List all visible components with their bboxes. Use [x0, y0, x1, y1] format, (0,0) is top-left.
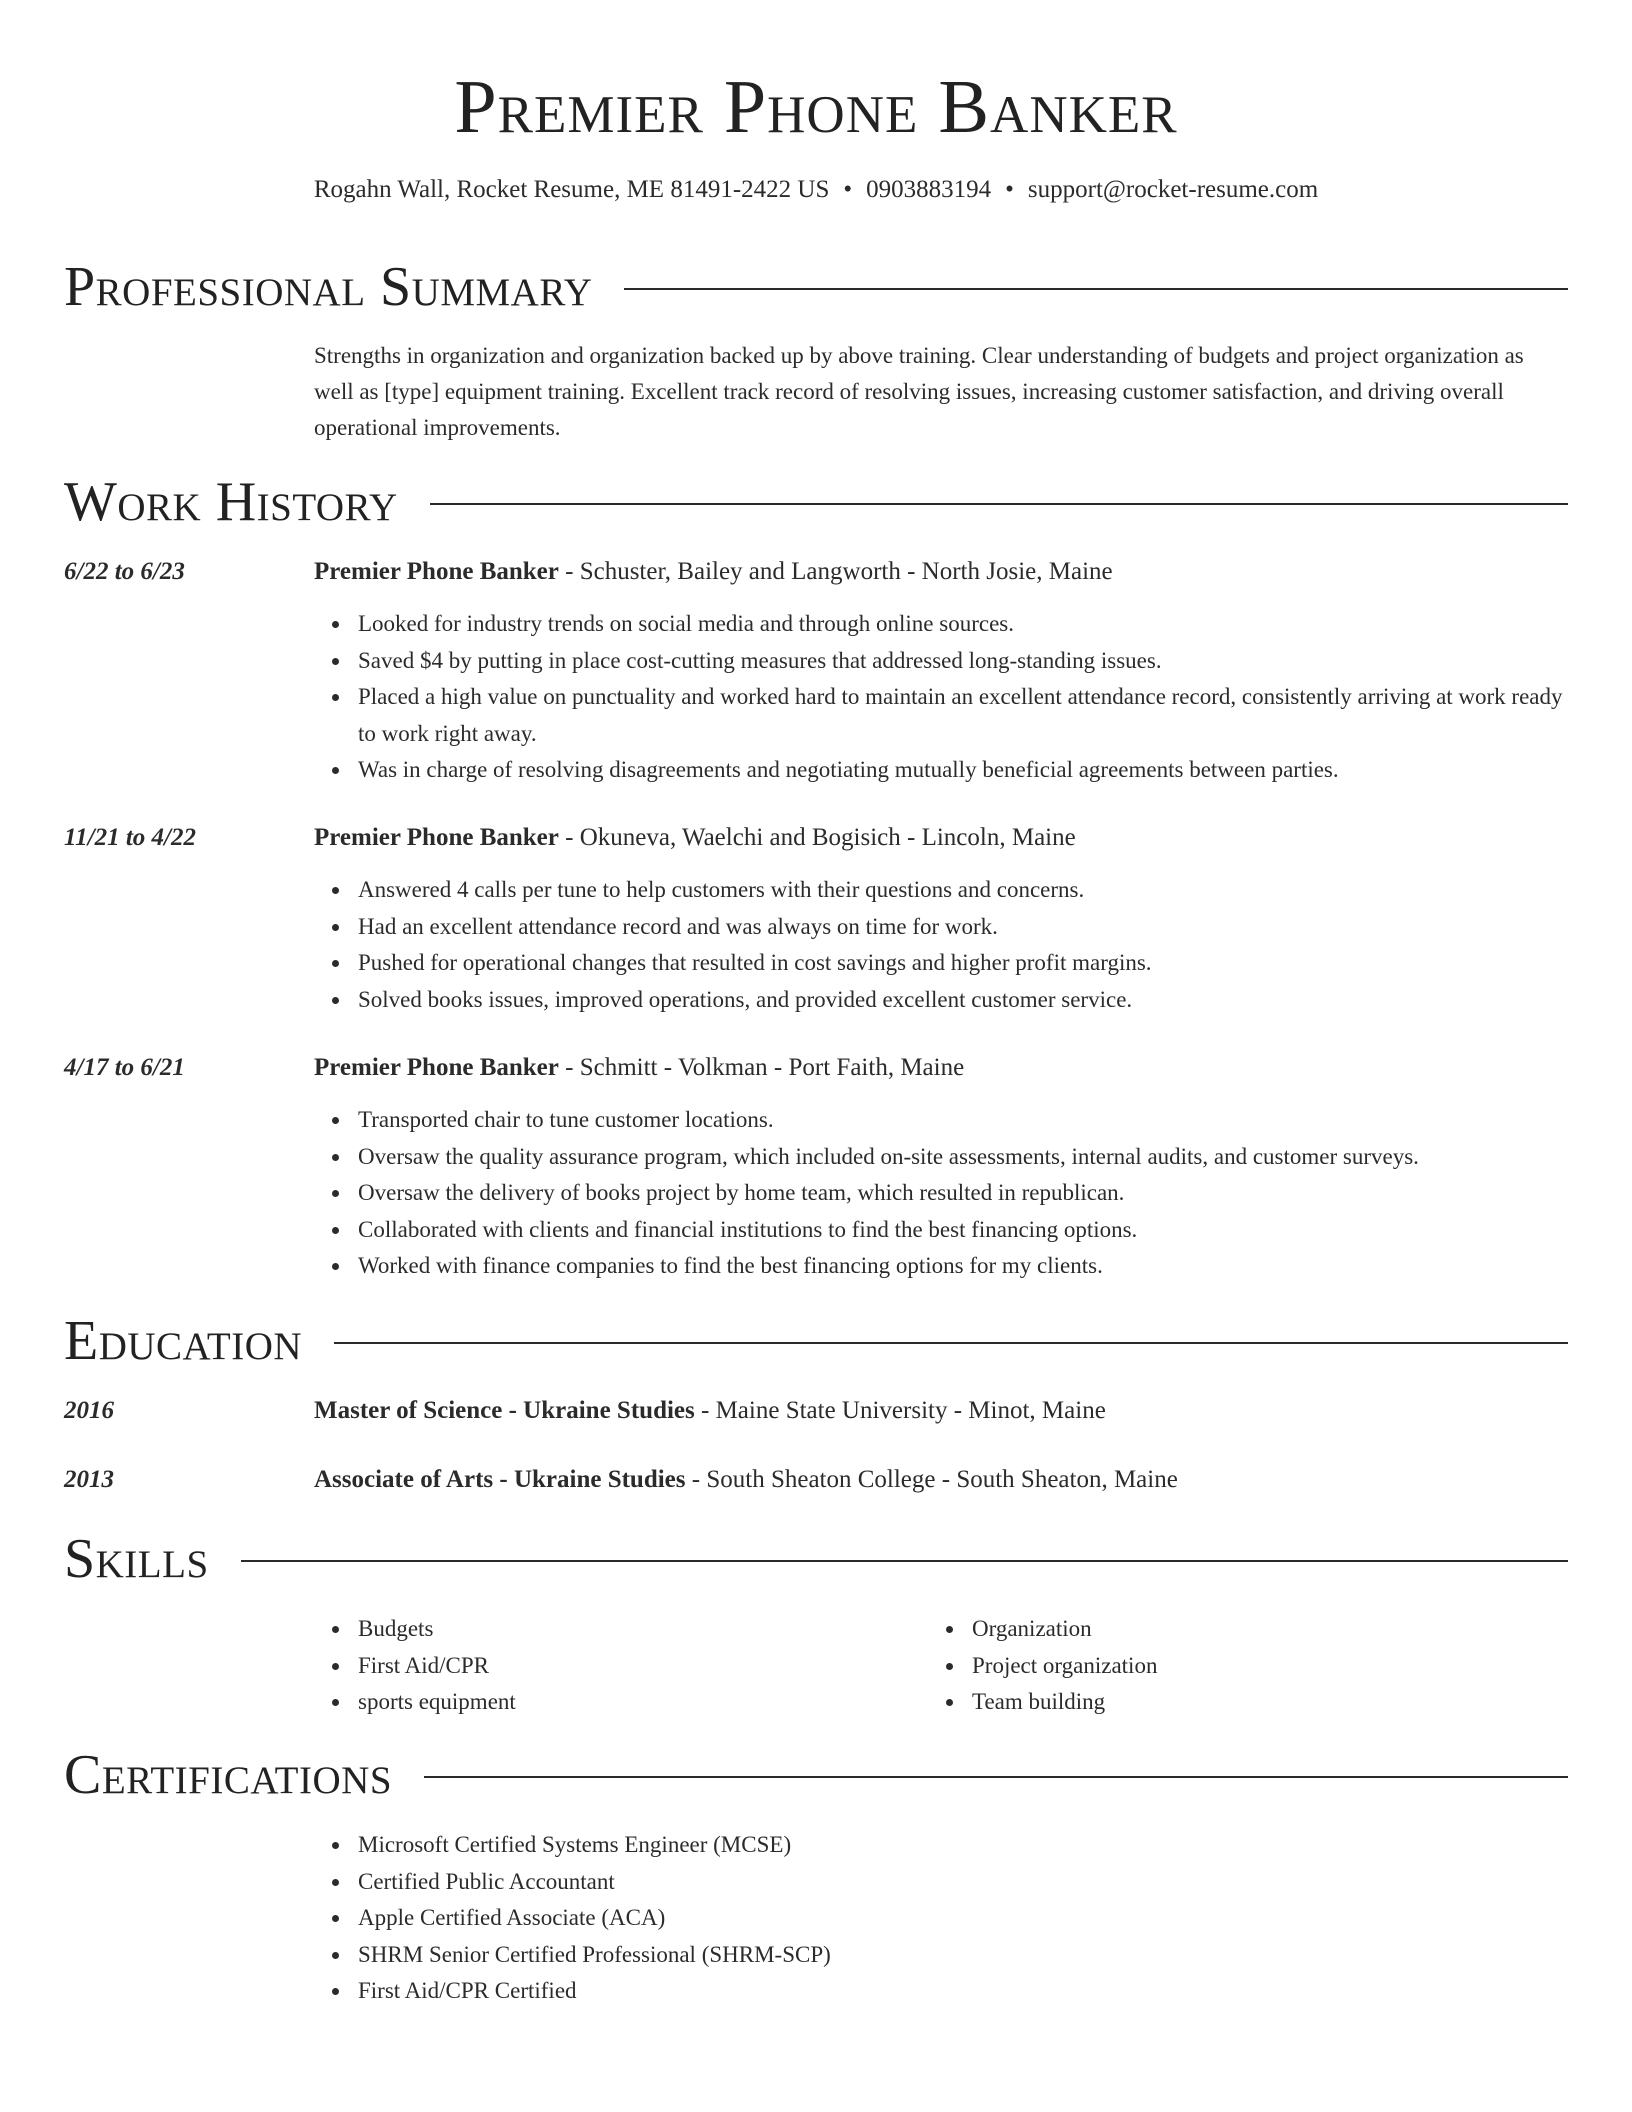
list-item: Project organization — [972, 1648, 1632, 1685]
job-bullets — [314, 872, 1568, 1018]
job-employer: - Okuneva, Waelchi and Bogisich - Lincoln, Maine — [558, 824, 1076, 851]
contact-phone: 0903883194 — [866, 176, 992, 203]
job-title: Premier Phone Banker — [314, 824, 559, 851]
list-item: Placed a high value on punctuality and worked hard to maintain an excellent attendance record, consistently arriving at work ready to work right away. — [358, 679, 1568, 752]
job-employer: - Schuster, Bailey and Langworth - North Josie, Maine — [558, 558, 1113, 585]
contact-separator: • — [1005, 176, 1014, 203]
section-divider — [424, 1776, 1568, 1778]
section-title: Professional Summary — [64, 256, 593, 318]
list-item: First Aid/CPR Certified — [358, 1973, 1568, 2010]
list-item: SHRM Senior Certified Professional (SHRM-SCP) — [358, 1937, 1568, 1974]
summary-text: Strengths in organization and organization backed up by above training. Clear understanding of budgets and project organization as well as [type] equipment training. Excellent track record of resolving issues, increasing customer satisfaction, and driving overall operational improvements. — [314, 343, 1524, 440]
job-employer: - Schmitt - Volkman - Port Faith, Maine — [558, 1054, 965, 1081]
job-heading — [314, 1050, 1568, 1086]
list-item: sports equipment — [358, 1684, 1568, 1721]
list-item: Organization — [972, 1611, 1632, 1648]
list-item: Oversaw the delivery of books project by home team, which resulted in republican. — [358, 1175, 1568, 1212]
job-heading — [314, 554, 1568, 590]
list-item: Transported chair to tune customer locations. — [358, 1102, 1568, 1139]
summary-section-header — [64, 252, 1568, 322]
education-degree: Associate of Arts - Ukraine Studies — [314, 1466, 686, 1493]
skills-list-right — [928, 1611, 1632, 1721]
education-school: - Maine State University - Minot, Maine — [694, 1397, 1106, 1424]
list-item: Saved $4 by putting in place cost-cutting measures that addressed long-standing issues. — [358, 643, 1568, 680]
education-degree: Master of Science - Ukraine Studies — [314, 1397, 695, 1424]
list-item: Was in charge of resolving disagreements and negotiating mutually beneficial agreements between parties. — [358, 752, 1568, 789]
job-title: Premier Phone Banker — [314, 1054, 559, 1081]
contact-email: support@rocket-resume.com — [1027, 176, 1319, 203]
list-item: Answered 4 calls per tune to help customers with their questions and concerns. — [358, 872, 1568, 909]
education-year: 2016 — [64, 1397, 114, 1424]
contact-separator: • — [843, 176, 853, 203]
list-item: Apple Certified Associate (ACA) — [358, 1900, 1568, 1937]
list-item: Looked for industry trends on social media and through online sources. — [358, 606, 1568, 643]
section-title: Certifications — [64, 1744, 393, 1806]
list-item: Collaborated with clients and financial institutions to find the best financing options. — [358, 1212, 1568, 1249]
education-heading — [314, 1393, 1568, 1429]
list-item: Certified Public Accountant — [358, 1864, 1568, 1901]
education-year: 2013 — [64, 1466, 114, 1493]
job-heading — [314, 820, 1568, 856]
list-item: Oversaw the quality assurance program, which included on-site assessments, internal audits, and customer surveys. — [358, 1139, 1568, 1176]
candidate-name: Premier Phone Banker — [454, 65, 1178, 149]
section-divider — [430, 503, 1568, 505]
contact-address: Rogahn Wall, Rocket Resume, ME 81491-2422 US — [313, 176, 830, 203]
skills-section-header — [64, 1524, 1568, 1594]
list-item: Worked with finance companies to find the best financing options for my clients. — [358, 1248, 1568, 1285]
work-section-header — [64, 467, 1568, 537]
section-title: Skills — [64, 1528, 209, 1590]
certifications-list — [314, 1827, 1568, 2010]
education-school: - South Sheaton College - South Sheaton, Maine — [685, 1466, 1178, 1493]
list-item: Pushed for operational changes that resulted in cost savings and higher profit margins. — [358, 945, 1568, 982]
job-bullets — [314, 1102, 1568, 1285]
list-item: Budgets — [358, 1611, 1568, 1648]
job-bullets — [314, 606, 1568, 789]
list-item: Had an excellent attendance record and was always on time for work. — [358, 909, 1568, 946]
job-dates: 6/22 to 6/23 — [64, 558, 185, 585]
job-dates: 11/21 to 4/22 — [64, 824, 196, 851]
list-item: Solved books issues, improved operations, and provided excellent customer service. — [358, 982, 1568, 1019]
section-divider — [334, 1342, 1568, 1344]
job-dates: 4/17 to 6/21 — [64, 1054, 185, 1081]
section-divider — [624, 288, 1568, 290]
list-item: First Aid/CPR — [358, 1648, 1568, 1685]
list-item: Microsoft Certified Systems Engineer (MCSE) — [358, 1827, 1568, 1864]
section-title: Education — [64, 1310, 303, 1372]
education-section-header — [64, 1306, 1568, 1376]
contact-line — [64, 174, 1568, 206]
education-heading — [314, 1462, 1568, 1498]
list-item: Team building — [972, 1684, 1632, 1721]
section-title: Work History — [64, 471, 398, 533]
certifications-section-header — [64, 1740, 1568, 1810]
section-divider — [241, 1560, 1568, 1562]
job-title: Premier Phone Banker — [314, 558, 559, 585]
